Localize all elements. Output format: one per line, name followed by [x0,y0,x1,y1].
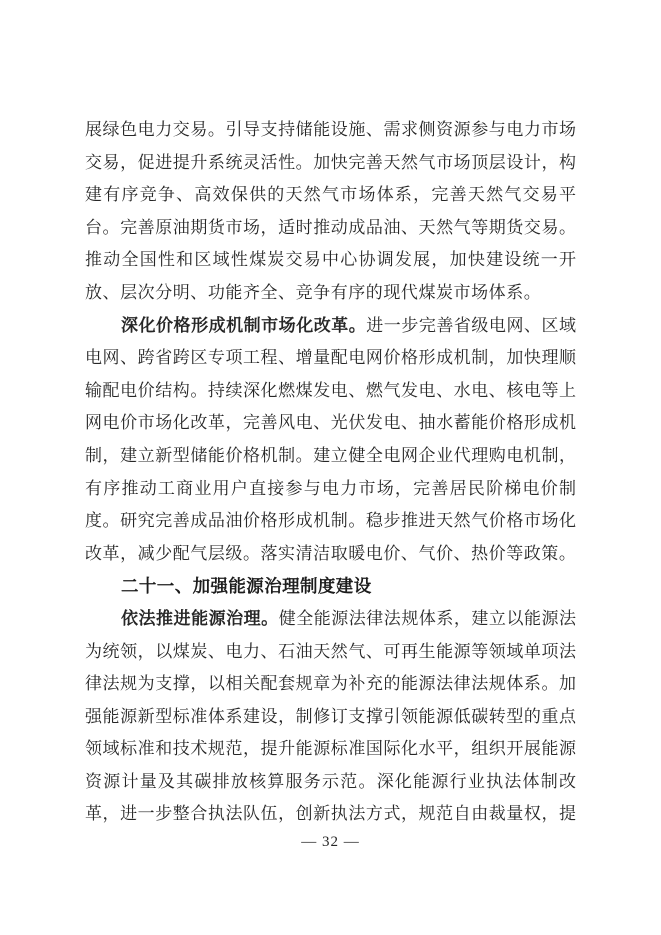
text-line [85,244,576,277]
text-line [85,766,576,799]
text-line [85,701,576,734]
text-line [85,440,576,473]
line-text: 领域标准和技术规范，提升能源标准国际化水平，组织开展能源 [85,739,576,759]
text-line [85,407,576,440]
line-text: 制，建立新型储能价格机制。建立健全电网企业代理购电机制， [85,445,576,465]
line-text: 交易，促进提升系统灵活性。加快完善天然气市场顶层设计，构 [85,152,576,172]
line-text: 推动全国性和区域性煤炭交易中心协调发展，加快建设统一开 [85,250,576,270]
page-number: — 32 — [301,834,360,850]
line-text: 放、层次分明、功能齐全、竞争有序的现代煤炭市场体系。 [85,282,542,302]
line-text: 展绿色电力交易。引导支持储能设施、需求侧资源参与电力市场 [85,120,576,139]
line-text: 为统领，以煤炭、电力、石油天然气、可再生能源等领域单项法 [85,641,576,661]
text-line [85,473,576,506]
text-line [85,212,576,245]
text-line [85,114,576,147]
text-line [85,538,576,571]
line-text: 度。研究完善成品油价格形成机制。稳步推进天然气价格市场化 [85,511,576,531]
text-line [85,733,576,766]
line-lead-bold: 依法推进能源治理。 [121,608,279,628]
line-text: 进一步完善省级电网、区域 [366,315,577,335]
line-text: 革，进一步整合执法队伍，创新执法方式，规范自由裁量权，提 [85,804,576,824]
line-text: 健全能源法律法规体系，建立以能源法 [278,608,577,628]
text-line [85,636,576,669]
text-line [85,179,576,212]
text-line [85,342,576,375]
text-line [85,603,576,636]
line-text: 改革，减少配气层级。落实清洁取暖电价、气价、热价等政策。 [85,543,577,563]
text-line [85,375,576,408]
line-text: 有序推动工商业用户直接参与电力市场，完善居民阶梯电价制 [85,478,576,498]
text-line [85,277,576,310]
line-lead-bold: 深化价格形成机制市场化改革。 [121,315,367,335]
text-line [85,798,576,831]
line-text: 强能源新型标准体系建设，制修订支撑引领能源低碳转型的重点 [85,706,576,726]
text-line [85,668,576,701]
text-line [85,505,576,538]
line-text: 电网、跨省跨区专项工程、增量配电网价格形成机制，加快理顺 [85,348,576,368]
line-text: 输配电价结构。持续深化燃煤发电、燃气发电、水电、核电等上 [85,380,576,400]
section-heading [85,570,576,603]
text-line [85,310,576,343]
line-text: 台。完善原油期货市场，适时推动成品油、天然气等期货交易。 [85,217,576,237]
text-line [85,147,576,180]
line-text: 建有序竞争、高效保供的天然气市场体系，完善天然气交易平 [85,185,576,205]
line-text: 二十一、加强能源治理制度建设 [121,576,372,597]
line-text: 网电价市场化改革，完善风电、光伏发电、抽水蓄能价格形成机 [85,413,576,433]
line-text: 律法规为支撑，以相关配套规章为补充的能源法律法规体系。加 [85,674,576,694]
text-block [85,114,576,831]
line-text: 资源计量及其碳排放核算服务示范。深化能源行业执法体制改 [85,771,576,791]
